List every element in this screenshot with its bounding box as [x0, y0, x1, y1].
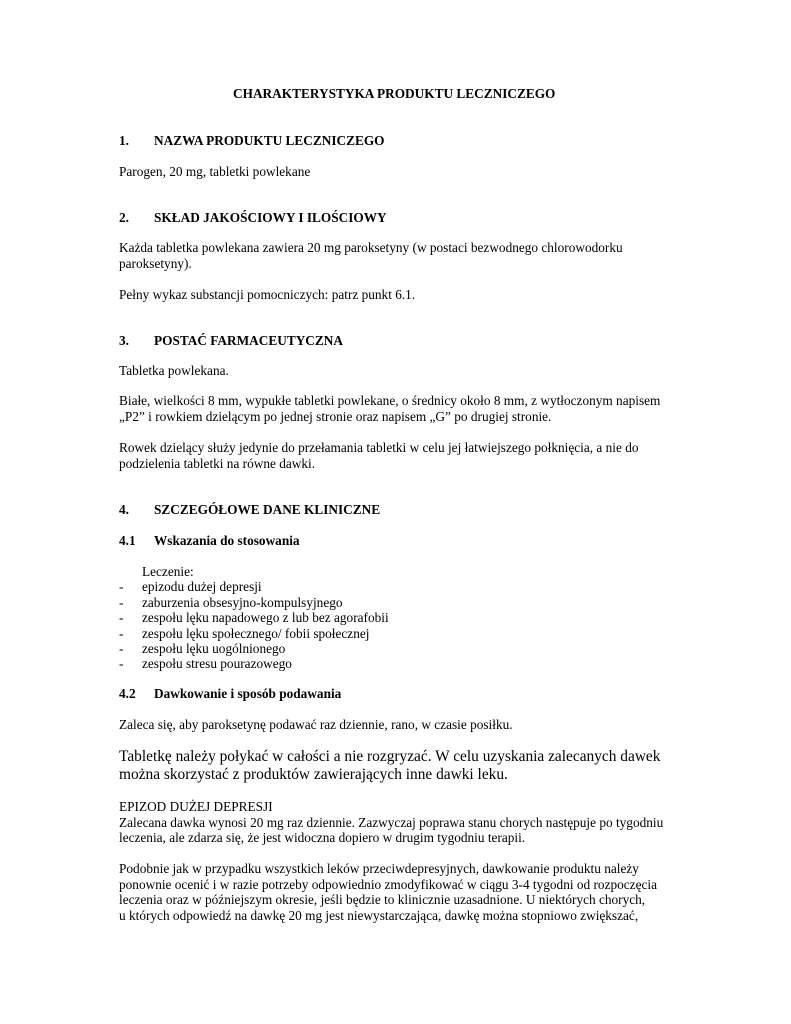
- section-4-1-heading: Wskazania do stosowania: [154, 533, 300, 548]
- list-item-text: zespołu lęku społecznego/ fobii społecznej: [142, 626, 370, 641]
- reassessment-line-2: ponownie ocenić i w razie potrzeby odpowiednio zmodyfikować w ciągu 3-4 tygodni od rozpoczęcia: [119, 877, 657, 892]
- list-item-text: epizodu dużej depresji: [142, 579, 262, 594]
- list-bullet: -: [119, 610, 124, 625]
- depression-dose-line-2: leczenia, ale zdarza się, że jest widoczna dopiero w drugim tygodniu terapii.: [119, 830, 526, 845]
- section-4-2-number: 4.2: [119, 686, 136, 701]
- section-3-number: 3.: [119, 333, 129, 348]
- section-4-1-number: 4.1: [119, 533, 136, 548]
- list-item-text: zespołu stresu pourazowego: [142, 656, 292, 671]
- swallow-line-1: Tabletkę należy połykać w całości a nie rozgryzać. W celu uzyskania zalecanych dawek: [119, 748, 661, 765]
- section-1-number: 1.: [119, 133, 129, 148]
- section-3-heading: POSTAĆ FARMACEUTYCZNA: [154, 333, 343, 348]
- section-4-heading: SZCZEGÓŁOWE DANE KLINICZNE: [154, 502, 381, 517]
- document-title: CHARAKTERYSTYKA PRODUKTU LECZNICZEGO: [233, 86, 556, 101]
- swallow-line-2: można skorzystać z produktów zawierających inne dawki leku.: [119, 766, 508, 783]
- description-line-2: „P2” i rowkiem dzielącym po jednej stronie oraz napisem „G” po drugiej stronie.: [119, 409, 552, 424]
- list-bullet: -: [119, 656, 124, 671]
- list-bullet: -: [119, 641, 124, 656]
- list-item-text: zespołu lęku napadowego z lub bez agorafobii: [142, 610, 389, 625]
- indications-intro: Leczenie:: [142, 564, 194, 579]
- list-bullet: -: [119, 595, 124, 610]
- reassessment-line-3: leczenia oraz w późniejszym okresie, jeśli będzie to klinicznie uzasadnione. U niektórych chorych,: [119, 892, 646, 907]
- section-2-heading: SKŁAD JAKOŚCIOWY I ILOŚCIOWY: [154, 210, 387, 225]
- section-1-heading: NAZWA PRODUKTU LECZNICZEGO: [154, 133, 385, 148]
- form-text: Tabletka powlekana.: [119, 363, 229, 378]
- list-item-text: zespołu lęku uogólnionego: [142, 641, 286, 656]
- list-item-text: zaburzenia obsesyjno-kompulsyjnego: [142, 595, 343, 610]
- dosing-intro: Zaleca się, aby paroksetynę podawać raz dziennie, rano, w czasie posiłku.: [119, 717, 513, 732]
- score-line-1: Rowek dzielący służy jedynie do przełamania tabletki w celu jej łatwiejszego połknięcia, a nie do: [119, 440, 639, 455]
- composition-line-1: Każda tabletka powlekana zawiera 20 mg paroksetyny (w postaci bezwodnego chlorowodorku: [119, 240, 623, 255]
- reassessment-line-4: u których odpowiedź na dawkę 20 mg jest niewystarczająca, dawkę można stopniowo zwiększać,: [119, 908, 639, 923]
- depression-dose-line-1: Zalecana dawka wynosi 20 mg raz dziennie. Zazwyczaj poprawa stanu chorych następuje po tygodniu: [119, 815, 664, 830]
- depression-subheading: EPIZOD DUŻEJ DEPRESJI: [119, 799, 273, 814]
- list-bullet: -: [119, 579, 124, 594]
- section-4-number: 4.: [119, 502, 129, 517]
- reassessment-line-1: Podobnie jak w przypadku wszystkich leków przeciwdepresyjnych, dawkowanie produktu należy: [119, 861, 639, 876]
- list-bullet: -: [119, 626, 124, 641]
- score-line-2: podzielenia tabletki na równe dawki.: [119, 456, 316, 471]
- section-4-2-heading: Dawkowanie i sposób podawania: [154, 686, 342, 701]
- composition-line-2: paroksetyny).: [119, 256, 192, 271]
- excipients-note: Pełny wykaz substancji pomocniczych: patrz punkt 6.1.: [119, 287, 416, 302]
- section-2-number: 2.: [119, 210, 129, 225]
- description-line-1: Białe, wielkości 8 mm, wypukłe tabletki powlekane, o średnicy około 8 mm, z wytłoczonym napisem: [119, 393, 661, 408]
- product-name-text: Parogen, 20 mg, tabletki powlekane: [119, 164, 311, 179]
